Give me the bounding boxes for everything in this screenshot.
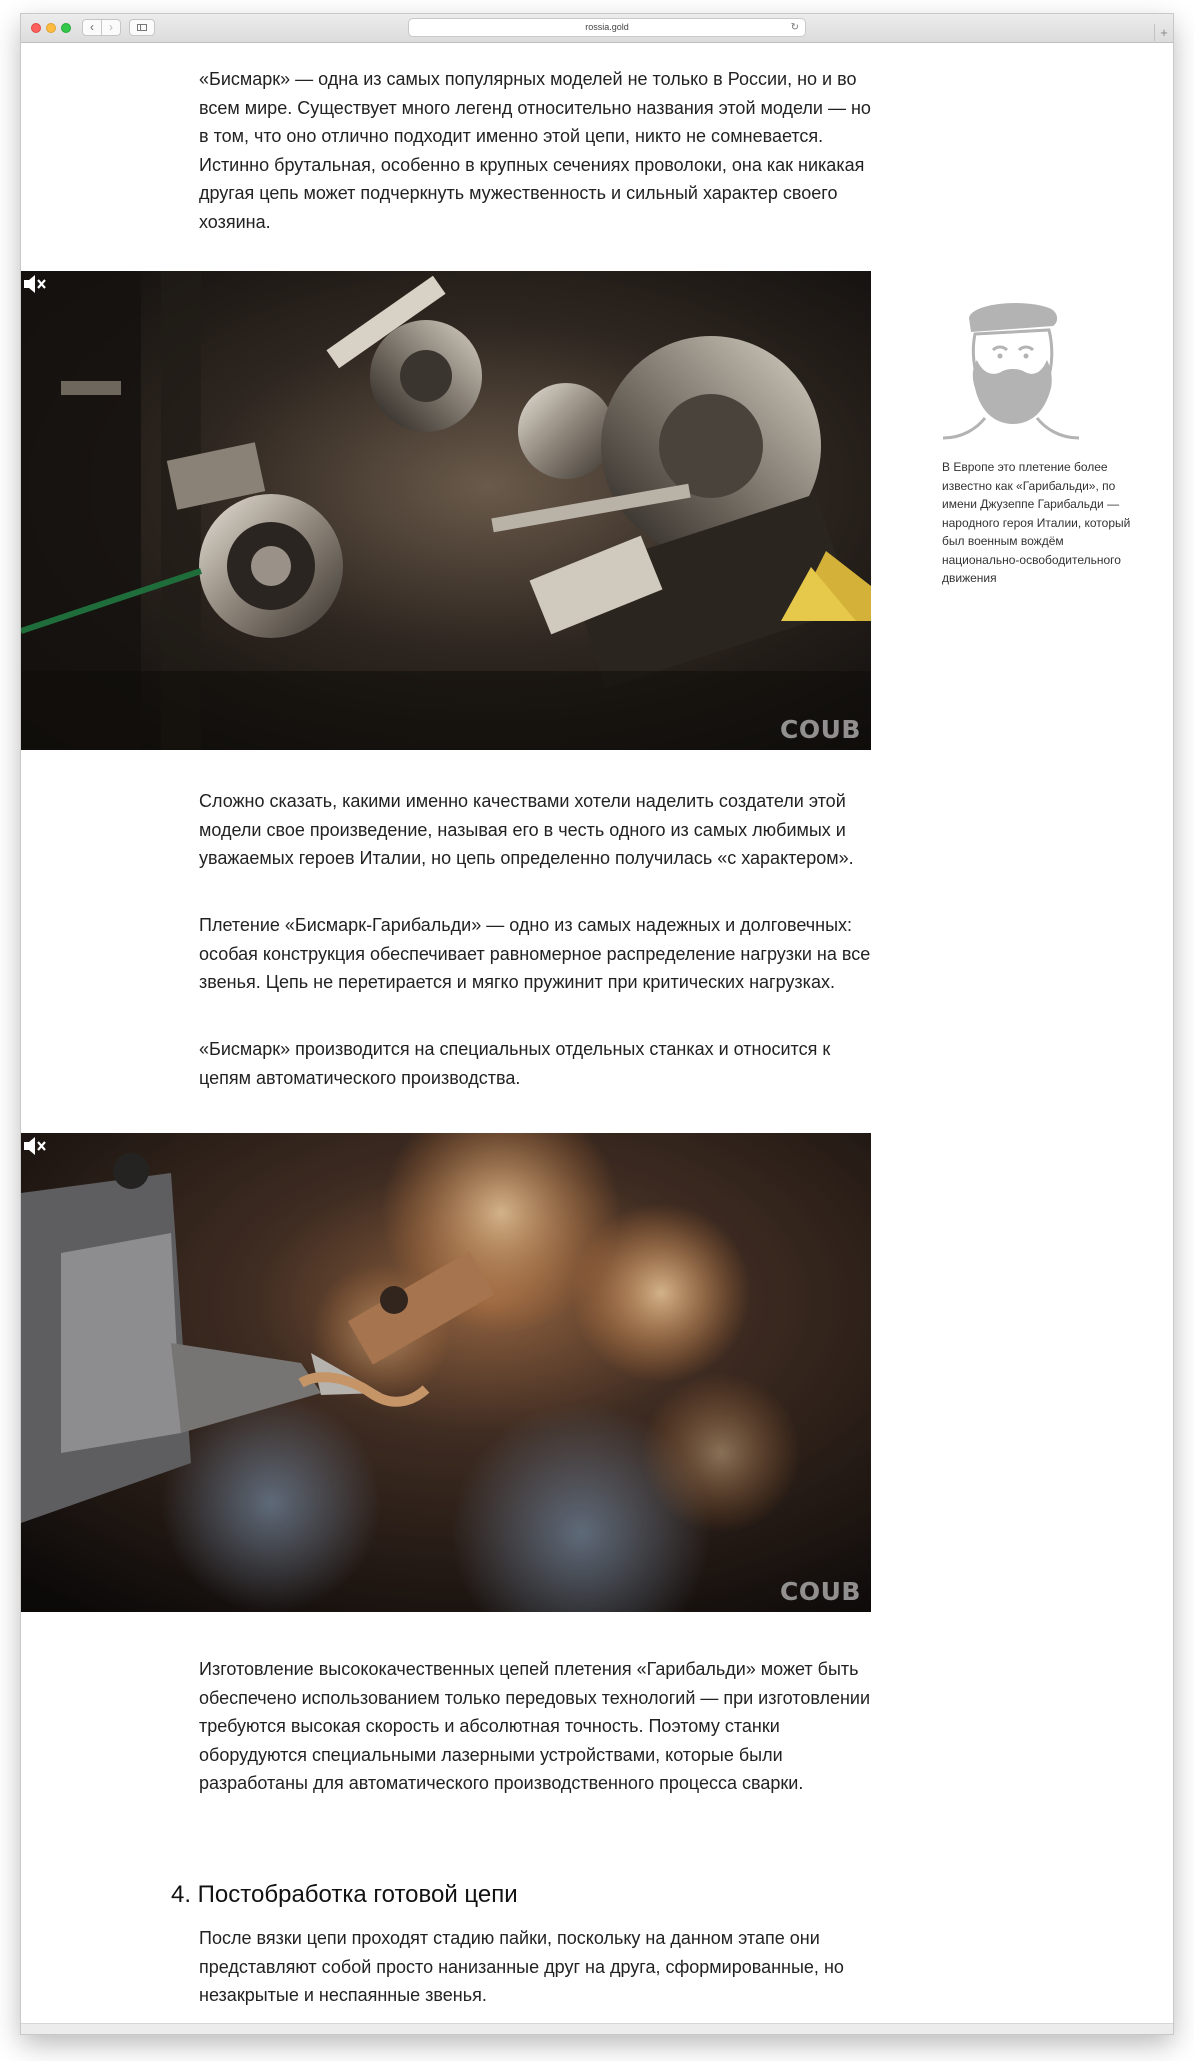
sidebar-icon [137, 24, 147, 31]
welding-video-frame-2 [21, 1133, 871, 1612]
coub-watermark[interactable]: COUB [780, 715, 861, 744]
video-player-2[interactable] [21, 1133, 871, 1612]
browser-toolbar [21, 14, 1173, 43]
coub-watermark[interactable]: COUB [780, 1577, 861, 1606]
video-player-1[interactable] [21, 271, 871, 750]
browser-window [21, 14, 1173, 2034]
close-window-button[interactable] [31, 23, 41, 33]
aside-note: В Европе это плетение более известно как «Гарибальди», по имени Джузеппе Гарибальди — народного героя Италии, который был военным вождём национально-освободительного движения [942, 460, 1131, 585]
minimize-window-button[interactable] [46, 23, 56, 33]
address-bar[interactable] [408, 18, 806, 37]
paragraph-5: Изготовление высококачественных цепей плетения «Гарибальди» может быть обеспечено использованием только передовых технологий — при изготовлении требуются высокая скорость и абсолютная точность. Поэтому станки оборудуются специальными лазерными устройствами, которые были разработаны для автоматического производственного процесса сварки. [199, 1659, 871, 1793]
paragraph-3: Плетение «Бисмарк-Гарибальди» — одно из самых надежных и долговечных: особая конструкция обеспечивает равномерное распределение нагрузки на все звенья. Цепь не перетирается и мягко пружинит при критических нагрузках. [199, 915, 871, 992]
chevron-left-icon: ‹ [90, 20, 94, 34]
zoom-window-button[interactable] [61, 23, 71, 33]
paragraph-2: Сложно сказать, какими именно качествами хотели наделить создатели этой модели свое произведение, называя его в честь одного из самых любимых и уважаемых героев Италии, но цепь определенно получилась «с характером». [199, 791, 854, 868]
page-content [21, 43, 1173, 2034]
mute-icon[interactable] [21, 271, 49, 297]
reload-icon[interactable]: ↻ [790, 22, 799, 33]
section-4-paragraph: После вязки цепи проходят стадию пайки, поскольку на данном этапе они представляют собой просто нанизанные друг на друга, сформированные, но незакрытые и неспаянные звенья. [199, 1928, 844, 2005]
section-4-title: 4. Постобработка готовой цепи [171, 1881, 518, 1908]
new-tab-button[interactable]: + [1154, 24, 1173, 41]
url-text: rossia.gold [585, 22, 629, 32]
horizontal-scrollbar[interactable] [21, 2023, 1173, 2034]
sidebar-toggle-button[interactable] [129, 19, 155, 36]
machine-video-frame-1 [21, 271, 871, 750]
chevron-right-icon: › [109, 20, 113, 34]
intro-paragraph: «Бисмарк» — одна из самых популярных моделей не только в России, но и во всем мире. Существует много легенд относительно названия этой модели — но в том, что оно отлично подходит именно этой цепи, никто не сомневается. Истинно брутальная, особенно в крупных сечениях проволоки, она как никакая другая цепь может подчеркнуть мужественность и сильный характер своего хозяина. [199, 69, 871, 232]
mute-icon[interactable] [21, 1133, 49, 1159]
garibaldi-portrait-icon [941, 296, 1081, 446]
back-button[interactable] [82, 19, 102, 36]
forward-button[interactable] [101, 19, 121, 36]
paragraph-4: «Бисмарк» производится на специальных отдельных станках и относится к цепям автоматического производства. [199, 1039, 831, 1088]
